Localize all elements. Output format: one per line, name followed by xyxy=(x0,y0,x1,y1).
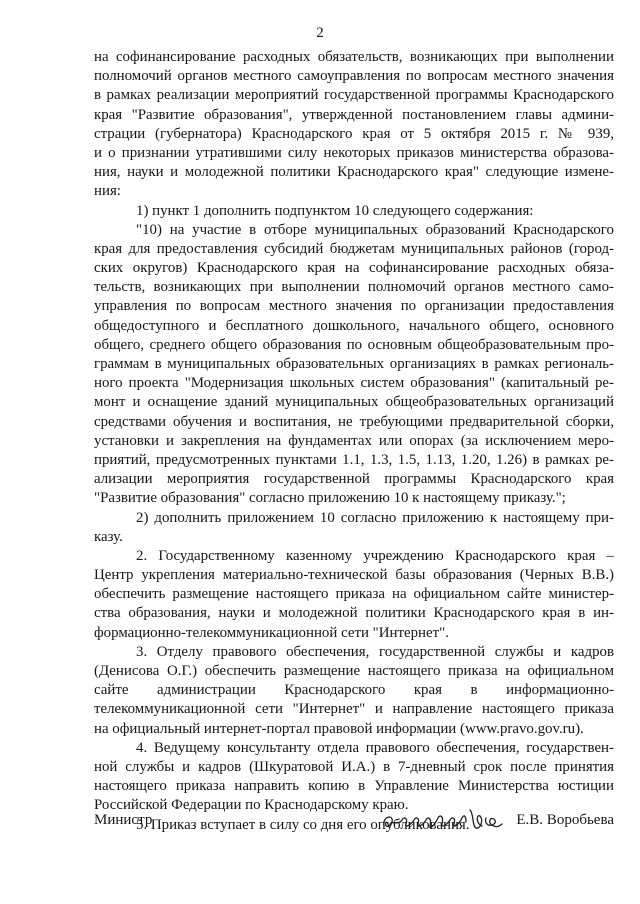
text-line: тельств, возникающих при выполнении полномочий органов местного само- xyxy=(94,279,614,296)
text-line: установки и закрепления на фундаментах или опорах (за исключением меро- xyxy=(94,432,614,449)
text-line: Центр укрепления материально-технической базы образования (Черных В.В.) xyxy=(94,567,614,584)
text-line: казу. xyxy=(94,528,123,545)
text-line: сайте администрации Краснодарского края в информационно- xyxy=(94,682,614,699)
text-line: 1) пункт 1 дополнить подпунктом 10 следующего содержания: xyxy=(136,202,534,219)
text-line: 4. Ведущему консультанту отдела правового обеспечения, государствен- xyxy=(136,739,614,756)
text-line: настоящего приказа направить копию в Управление Министерства юстиции xyxy=(94,778,614,795)
text-line: 3. Отделу правового обеспечения, государственной службы и кадров xyxy=(136,643,614,660)
text-line: Российской Федерации по Краснодарскому краю. xyxy=(94,797,409,814)
text-line: ских округов) Краснодарского края на софинансирование расходных обяза- xyxy=(94,260,614,277)
signature-block xyxy=(94,812,614,836)
text-line: 5. Приказ вступает в силу со дня его опубликования. xyxy=(136,816,470,833)
text-line: в рамках реализации мероприятий государственной программы Краснодарского xyxy=(94,87,614,104)
text-line: и о признании утратившими силу некоторых приказов министерства образова- xyxy=(94,144,614,161)
text-line: обеспечить размещение настоящего приказа на официальном сайте министер- xyxy=(94,586,614,603)
text-line: телекоммуникационной сети "Интернет" и направление настоящего приказа xyxy=(94,701,614,718)
text-line: управления по вопросам местного значения по организации предоставления xyxy=(94,298,614,315)
text-line: 2) дополнить приложением 10 согласно приложению к настоящему при- xyxy=(136,509,614,526)
text-line: 2. Государственному казенному учреждению Краснодарского края – xyxy=(136,547,614,564)
text-line: формационно-телекоммуникационной сети "Интернет". xyxy=(94,624,449,641)
signatory-name: Е.В. Воробьева xyxy=(516,812,614,828)
document-body xyxy=(94,48,614,835)
text-line: ства образования, науки и молодежной политики Краснодарского края в ин- xyxy=(94,605,614,622)
text-line: ализации мероприятия государственной программы Краснодарского края xyxy=(94,471,614,488)
text-line: (Денисова О.Г.) обеспечить размещение настоящего приказа на официальном xyxy=(94,663,614,679)
text-line: приятий, предусмотренных пунктами 1.1, 1.3, 1.5, 1.13, 1.20, 1.26) в рамках ре- xyxy=(94,451,614,468)
text-line: ного проекта "Модернизация школьных систем образования" (капитальный ре- xyxy=(94,375,614,392)
text-line: полномочий органов местного самоуправления по вопросам местного значения xyxy=(94,68,614,85)
text-line: ния: xyxy=(94,183,121,200)
text-line: "Развитие образования" согласно приложению 10 к настоящему приказу."; xyxy=(94,490,566,507)
text-line: "10) на участие в отборе муниципальных образований Краснодарского xyxy=(136,221,614,238)
text-line: граммам в муниципальных образовательных организациях в рамках региональ- xyxy=(94,356,614,372)
text-line: края для предоставления субсидий бюджетам муниципальных районов (город- xyxy=(94,240,614,257)
page-number: 2 xyxy=(316,25,324,41)
text-line: средствами обучения и воспитания, не требующими предварительной сборки, xyxy=(94,413,614,430)
signatory-title: Министр xyxy=(94,812,153,828)
text-line: ния, науки и молодежной политики Краснодарского края" следующие измене- xyxy=(94,164,614,181)
text-line: ной службы и кадров (Шкуратовой И.А.) в 7-дневный срок после принятия xyxy=(94,758,614,775)
text-line: на софинансирование расходных обязательств, возникающих при выполнении xyxy=(94,49,614,65)
text-line: общего, среднего общего образования по основным общеобразовательным про- xyxy=(94,336,614,353)
handwritten-signature xyxy=(380,804,508,836)
text-line: монт и оснащение зданий муниципальных общеобразовательных организаций xyxy=(94,394,614,411)
text-line: общедоступного и бесплатного дошкольного, начального общего, основного xyxy=(94,317,614,334)
text-line: страции (губернатора) Краснодарского края от 5 октября 2015 г. № 939, xyxy=(94,125,614,142)
text-line: на официальный интернет-портал правовой информации (www.pravo.gov.ru). xyxy=(94,720,584,737)
text-line: края "Развитие образования", утвержденной постановлением главы админи- xyxy=(94,106,614,123)
